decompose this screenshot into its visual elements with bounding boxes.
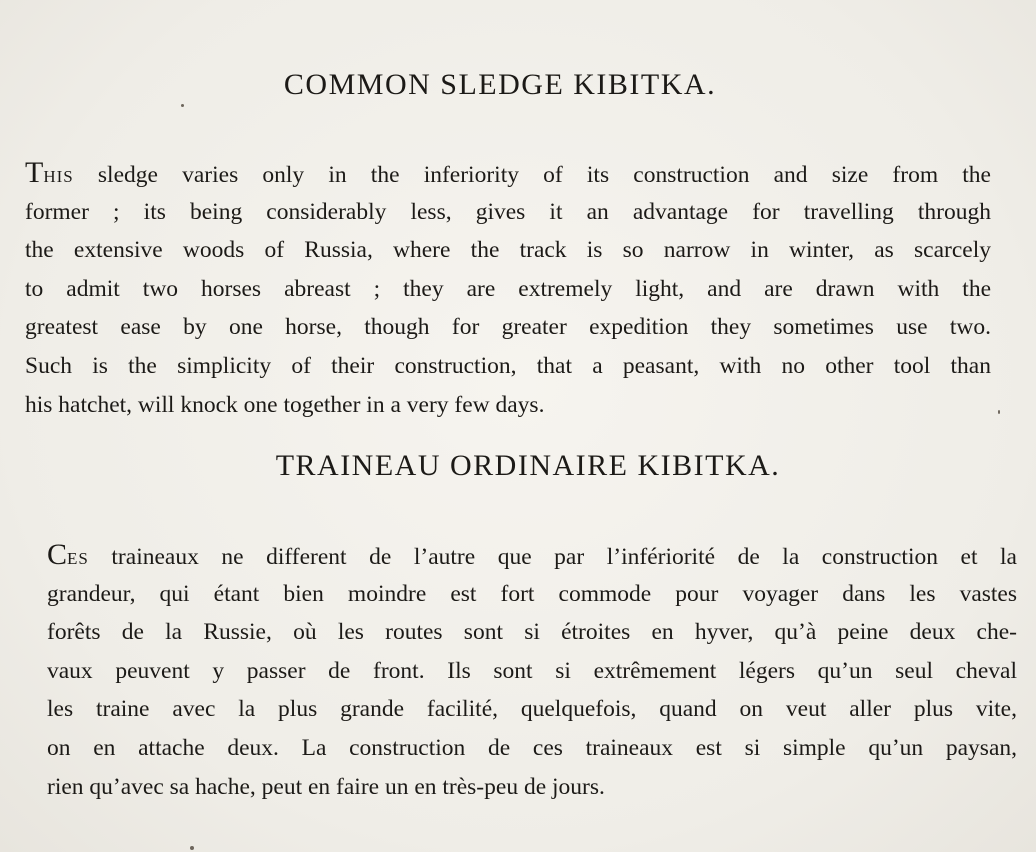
initial-letter: C bbox=[47, 538, 68, 571]
paragraph-line-last: rien qu’avec sa hache, peut en faire un en très-peu de jours. bbox=[47, 773, 605, 800]
paragraph-line: on en attache deux. La construction de ces traineaux est si simple qu’un paysan, bbox=[47, 734, 1017, 761]
french-heading: TRAINEAU ORDINAIRE KIBITKA. bbox=[275, 449, 781, 482]
paragraph-line-last: his hatchet, will knock one together in a very few days. bbox=[25, 391, 545, 418]
paragraph-line: to admit two horses abreast ; they are extremely light, and are drawn with the bbox=[25, 275, 991, 302]
paragraph-line: les traine avec la plus grande facilité, quelquefois, quand on veut aller plus vite, bbox=[47, 696, 1017, 723]
paragraph-line: Such is the simplicity of their construction, that a peasant, with no other tool than bbox=[25, 352, 991, 379]
line-text: sledge varies only in the inferiority of its construction and size from the bbox=[73, 162, 991, 188]
small-caps-word: HIS bbox=[43, 167, 74, 186]
paragraph-line: greatest ease by one horse, though for greater expedition they sometimes use two. bbox=[25, 314, 991, 341]
paper-speck bbox=[998, 410, 1000, 414]
english-heading: COMMON SLEDGE KIBITKA. bbox=[283, 68, 717, 101]
paragraph-line: the extensive woods of Russia, where the track is so narrow in winter, as scarcely bbox=[25, 237, 991, 264]
french-paragraph bbox=[47, 536, 1017, 806]
paragraph-line bbox=[25, 154, 991, 193]
english-paragraph bbox=[25, 154, 991, 424]
paper-speck bbox=[181, 104, 184, 107]
paragraph-line: forêts de la Russie, où les routes sont si étroites en hyver, qu’à peine deux che- bbox=[47, 619, 1017, 646]
line-text: traineaux ne different de l’autre que par l’infériorité de la construction et la bbox=[88, 544, 1017, 570]
paragraph-line: vaux peuvent y passer de front. Ils sont si extrêmement légers qu’un seul cheval bbox=[47, 657, 1017, 684]
paragraph-line: grandeur, qui étant bien moindre est fort commode pour voyager dans les vastes bbox=[47, 580, 1017, 607]
small-caps-word: ES bbox=[67, 549, 89, 568]
paragraph-line bbox=[47, 536, 1017, 575]
paper-speck bbox=[190, 846, 194, 850]
initial-letter: T bbox=[25, 156, 44, 189]
paragraph-line: former ; its being considerably less, gives it an advantage for travelling through bbox=[25, 198, 991, 225]
